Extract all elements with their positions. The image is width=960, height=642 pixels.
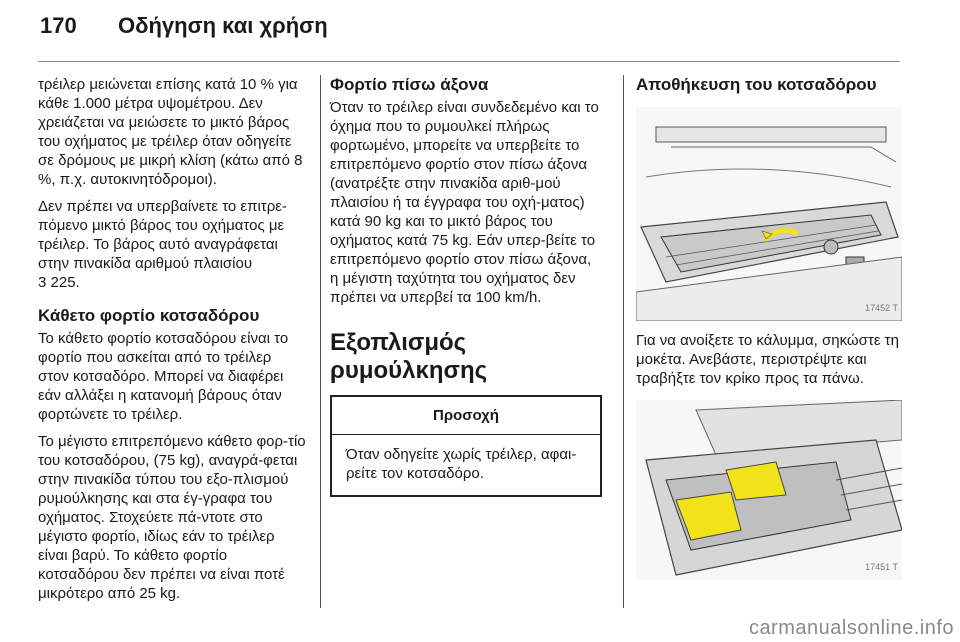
column-1 [38, 75, 306, 611]
heading-vertical-load: Κάθετο φορτίο κοτσαδόρου [38, 306, 260, 325]
towing-hitch-illustration [636, 400, 902, 580]
page-title: Οδήγηση και χρήση [118, 13, 328, 38]
page-reference-link[interactable]: 3 225. [38, 274, 80, 291]
figure-number: 17452 T [865, 303, 898, 313]
paragraph-vertical-load-max: Το μέγιστο επιτρεπόμενο κάθετο φορ-τίο του κοτσαδόρου, (75 kg), αναγρά-φεται στην πινακίδα τύπου του εξο-πλισμού ρυμούλκησης και στα έγ-γραφα του οχήματος. Στοχεύετε πά-ντοτε στο μέγιστο φορτίο, ιδίως εάν το τρέιλερ είναι βαρύ. Το κάθετο φορτίο κοτσαδόρου δεν πρέπει να είναι ποτέ μικρότερο από 25 kg. [38, 433, 306, 602]
paragraph-vertical-load-def: Το κάθετο φορτίο κοτσαδόρου είναι το φορτίο που ασκείται από το τρέιλερ στον κοτσαδόρο. Μπορεί να διαφέρει εάν αλλάξει η κατανομή βάρους όταν φορτώνετε το τρέιλερ. [38, 330, 289, 423]
column-divider-1 [320, 75, 321, 608]
paragraph-rear-axle-load: Όταν το τρέιλερ είναι συνδεδεμένο και το όχημα που το ρυμουλκεί πλήρως φορτωμένο, μπορείτε να υπερβείτε το επιτρεπόμενο φορτίο στον πίσω άξονα (ανατρέξτε στην πινακίδα αριθ-μού πλαισίου ή τα έγγραφα του οχή-ματος) κατά 90 kg και το μικτό βάρος του οχήματος κατά 75 kg. Εάν υπερ-βείτε το επιτρεπόμενο φορτίο στον πίσω άξονα, η μέγιστη ταχύτητα του οχήματος δεν πρέπει να υπερβεί τα 100 km/h. [330, 99, 599, 306]
caution-text: Όταν οδηγείτε χωρίς τρέιλερ, αφαι-ρείτε τον κοτσαδόρο. [346, 446, 577, 482]
page-header [0, 0, 960, 70]
figure-number: 17451 T [865, 562, 898, 572]
caution-box [330, 395, 602, 497]
header-divider [38, 61, 900, 62]
heading-rear-axle-load: Φορτίο πίσω άξονα [330, 75, 489, 94]
column-divider-2 [623, 75, 624, 608]
page-number: 170 [40, 13, 77, 38]
paragraph-open-cover: Για να ανοίξετε το κάλυμμα, σηκώστε τη μοκέτα. Ανεβάστε, περιστρέψτε και τραβήξτε τον κρίκο προς τα πάνω. [636, 332, 899, 387]
paragraph-gross-weight-text: Δεν πρέπει να υπερβαίνετε το επιτρε-πόμενο μικτό βάρος του οχήματος με τρέιλερ. Το βάρος αυτό αναγράφεται στην πινακίδα αριθμού πλαισίου [38, 198, 287, 272]
trunk-floor-illustration [636, 107, 902, 321]
column-3 [636, 75, 902, 580]
caution-title: Προσοχή [332, 397, 600, 435]
heading-storage: Αποθήκευση του κοτσαδόρου [636, 75, 877, 94]
figure-towing-hitch [636, 400, 902, 580]
heading-towing-equipment: Εξοπλισμός ρυμούλκησης [330, 329, 488, 384]
paragraph-altitude: τρέιλερ μειώνεται επίσης κατά 10 % για κάθε 1.000 μέτρα υψομέτρου. Δεν χρειάζεται να μειώσετε το μικτό βάρος του οχήματος με τρέιλερ όταν οδηγείτε σε δρόμους με μικρή κλίση (κάτω από 8 %, π.χ. αυτοκινητόδρομοι). [38, 76, 303, 188]
paragraph-gross-weight [38, 197, 306, 292]
figure-trunk-floor [636, 107, 902, 321]
watermark: carmanualsonline.info [748, 617, 954, 639]
column-2 [330, 75, 602, 497]
